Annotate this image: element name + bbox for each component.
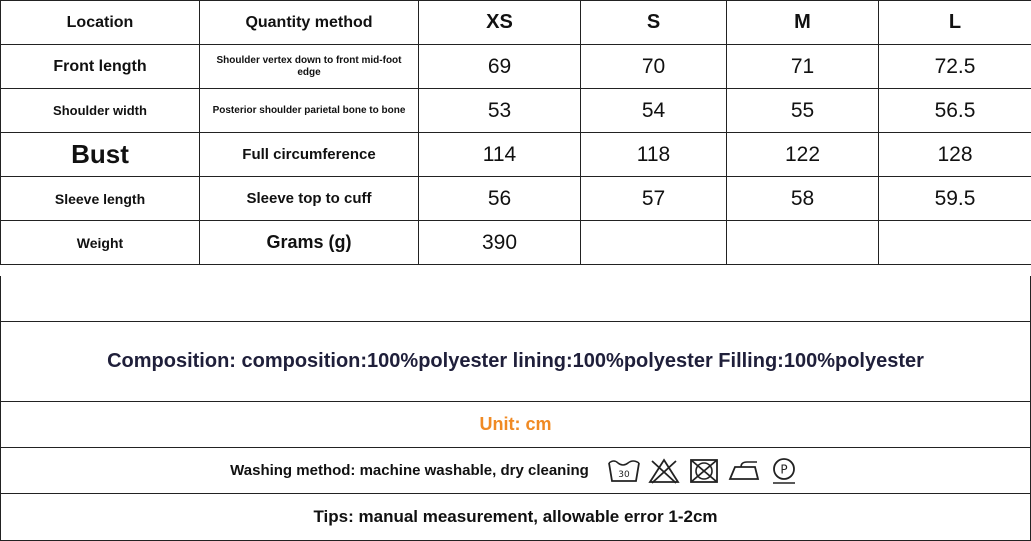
unit-text: Unit: cm (479, 414, 552, 434)
header-size-xs: XS (419, 1, 581, 45)
do-not-bleach-icon (647, 457, 681, 485)
svg-text:30: 30 (618, 469, 630, 480)
cell-value: 70 (581, 45, 727, 89)
empty-row (0, 276, 1031, 322)
row-method: Grams (g) (200, 221, 419, 265)
cell-value: 54 (581, 89, 727, 133)
cell-value (581, 221, 727, 265)
cell-value: 55 (727, 89, 879, 133)
table-row (1, 89, 1031, 133)
cell-value: 128 (879, 133, 1031, 177)
washing-row (0, 448, 1031, 494)
row-location: Shoulder width (1, 89, 200, 133)
header-size-l: L (879, 1, 1031, 45)
cell-value: 56 (419, 177, 581, 221)
table-row (1, 221, 1031, 265)
row-method: Full circumference (200, 133, 419, 177)
row-location: Weight (1, 221, 200, 265)
header-location: Location (1, 1, 200, 45)
cell-value: 69 (419, 45, 581, 89)
cell-value: 122 (727, 133, 879, 177)
row-location: Sleeve length (1, 177, 200, 221)
cell-value (879, 221, 1031, 265)
cell-value (727, 221, 879, 265)
composition-row (0, 322, 1031, 402)
table-row (1, 177, 1031, 221)
cell-value: 57 (581, 177, 727, 221)
tips-row (0, 494, 1031, 541)
header-method: Quantity method (200, 1, 419, 45)
svg-text:P: P (780, 462, 788, 476)
table-row (1, 45, 1031, 89)
cell-value: 58 (727, 177, 879, 221)
iron-icon (727, 457, 761, 485)
header-size-m: M (727, 1, 879, 45)
cell-value: 71 (727, 45, 879, 89)
header-size-s: S (581, 1, 727, 45)
tips-text: Tips: manual measurement, allowable error 1-2cm (313, 507, 718, 526)
cell-value: 53 (419, 89, 581, 133)
size-table (0, 0, 1031, 265)
dry-clean-p-icon (767, 457, 801, 485)
cell-value: 59.5 (879, 177, 1031, 221)
composition-text: Composition: composition:100%polyester lining:100%polyester Filling:100%polyester (107, 350, 924, 372)
cell-value: 114 (419, 133, 581, 177)
cell-value: 390 (419, 221, 581, 265)
unit-row (0, 402, 1031, 448)
cell-value: 118 (581, 133, 727, 177)
cell-value: 72.5 (879, 45, 1031, 89)
row-method: Posterior shoulder parietal bone to bone (200, 89, 419, 133)
row-location: Front length (1, 45, 200, 89)
row-method: Sleeve top to cuff (200, 177, 419, 221)
care-icons (607, 457, 801, 485)
do-not-tumble-dry-icon (687, 457, 721, 485)
row-method: Shoulder vertex down to front mid-foot edge (200, 45, 419, 89)
table-header-row (1, 1, 1031, 45)
cell-value: 56.5 (879, 89, 1031, 133)
table-row (1, 133, 1031, 177)
washing-text: Washing method: machine washable, dry cleaning (230, 462, 589, 479)
row-location: Bust (1, 133, 200, 177)
wash-30-icon (607, 457, 641, 485)
